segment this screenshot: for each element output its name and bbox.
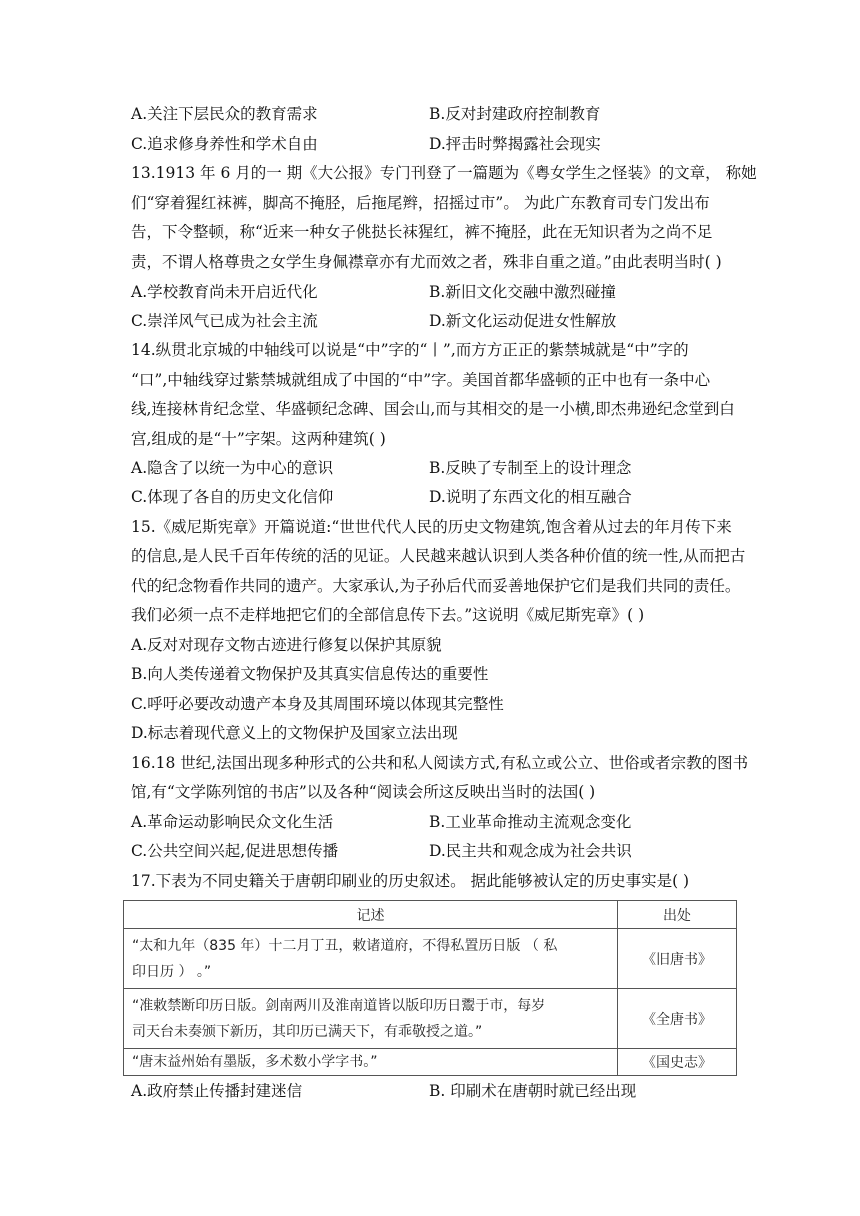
q15-stem-line: 15.《威尼斯宪章》开篇说道:“世世代代人民的历史文物建筑,饱含着从过去的年月传下来 (131, 518, 732, 536)
q16-stem-line: 16.18 世纪,法国出现多种形式的公共和私人阅读方式,有私立或公立、世俗或者宗教的图书 (131, 754, 749, 772)
q13-stem-line: 13.1913 年 6 月的一 期《大公报》专门刊登了一篇题为《粤女学生之怪装》的文章， 称她 (131, 164, 757, 182)
q13-option-c: C.崇洋风气已成为社会主流 (131, 312, 318, 330)
record-text-line: “唐末益州始有墨版，多术数小学字书。” (132, 1054, 378, 1070)
q12-option-c: C.追求修身养性和学术自由 (131, 135, 318, 153)
q12-option-d: D.抨击时弊揭露社会现实 (429, 135, 601, 153)
q15-stem-line: 我们必须一点不走样地把它们的全部信息传下去。”这说明《威尼斯宪章》( ) (131, 606, 645, 624)
record-cell (124, 989, 618, 1049)
q14-option-c: C.体现了各自的历史文化信仰 (131, 488, 334, 506)
q13-stem-line: 告，下令整顿，称“近来一种女子佻挞长袜猩红，裤不掩胫，此在无知识者为之尚不足 (131, 223, 713, 241)
q13-option-d: D.新文化运动促进女性解放 (429, 312, 617, 330)
table-row (124, 989, 737, 1049)
column-header-record: 记述 (124, 901, 618, 929)
source-cell: 《旧唐书》 (618, 929, 737, 989)
column-header-source: 出处 (618, 901, 737, 929)
q17-stem: 17.下表为不同史籍关于唐朝印刷业的历史叙述。 据此能够被认定的历史事实是( ) (131, 872, 690, 890)
q14-option-a: A.隐含了以统一为中心的意识 (131, 459, 334, 477)
q17-option-a: A.政府禁止传播封建迷信 (131, 1082, 303, 1100)
q16-option-b: B.工业革命推动主流观念变化 (429, 813, 632, 831)
q13-option-b: B.新旧文化交融中激烈碰撞 (429, 283, 616, 301)
q15-option-d: D.标志着现代意义上的文物保护及国家立法出现 (131, 724, 458, 742)
history-sources-table (123, 900, 737, 1076)
q14-option-b: B.反映了专制至上的设计理念 (429, 459, 632, 477)
q12-option-a: A.关注下层民众的教育需求 (131, 105, 318, 123)
q15-stem-line: 代的纪念物看作共同的遗产。大家承认,为子孙后代而妥善地保护它们是我们共同的责任。 (131, 577, 741, 595)
record-text-line: “太和九年（835 年）十二月丁丑，敕诸道府，不得私置历日版 （ 私 (132, 937, 558, 954)
q15-option-b: B.向人类传递着文物保护及其真实信息传达的重要性 (131, 665, 489, 683)
table-row (124, 929, 737, 989)
q13-stem-line: 责，不谓人格尊贵之女学生身佩襟章亦有尤而效之者，殊非自重之道。”由此表明当时( ) (131, 253, 722, 271)
record-cell (124, 1049, 618, 1076)
q15-option-c: C.呼吁必要改动遗产本身及其周围环境以体现其完整性 (131, 695, 504, 713)
q16-option-d: D.民主共和观念成为社会共识 (429, 842, 632, 860)
source-cell: 《全唐书》 (618, 989, 737, 1049)
q14-option-d: D.说明了东西文化的相互融合 (429, 488, 632, 506)
record-text-line: “准敕禁断印历日版。剑南两川及淮南道皆以版印历日鬻于市，每岁 (132, 997, 546, 1014)
q12-option-b: B.反对封建政府控制教育 (429, 105, 601, 123)
q16-option-c: C.公共空间兴起,促进思想传播 (131, 842, 339, 860)
q16-option-a: A.革命运动影响民众文化生活 (131, 813, 334, 831)
q14-stem-line: 14.纵贯北京城的中轴线可以说是“中”字的“丨”,而方方正正的紫禁城就是“中”字的 (131, 341, 689, 359)
q14-stem-line: “口”,中轴线穿过紫禁城就组成了中国的“中”字。美国首都华盛顿的正中也有一条中心 (131, 371, 711, 389)
table-row (124, 1049, 737, 1076)
q16-stem-line: 馆,有“文学陈列馆的书店”以及各种“阅读会所这反映出当时的法国( ) (131, 783, 596, 801)
q14-stem-line: 线,连接林肯纪念堂、华盛顿纪念碑、国会山,而与其相交的是一小横,即杰弗逊纪念堂到白 (131, 400, 735, 418)
q13-stem-line: 们“穿着猩红袜裤，脚高不掩胫，后拖尾辫，招摇过市”。 为此广东教育司专门发出布 (131, 194, 710, 212)
record-cell (124, 929, 618, 989)
record-text-line: 印日历 ） 。” (132, 963, 212, 980)
q15-stem-line: 的信息,是人民千百年传统的活的见证。人民越来越认识到人类各种价值的统一性,从而把古 (131, 547, 746, 565)
record-text-line: 司天台未奏颁下新历，其印历已满天下，有乖敬授之道。” (132, 1023, 483, 1040)
q13-option-a: A.学校教育尚未开启近代化 (131, 283, 318, 301)
table-header-row (124, 901, 737, 929)
q17-option-b: B. 印刷术在唐朝时就已经出现 (429, 1082, 637, 1100)
q14-stem-line: 宫,组成的是“十”字架。这两种建筑( ) (131, 430, 386, 448)
q15-option-a: A.反对对现存文物古迹进行修复以保护其原貌 (131, 636, 442, 654)
source-cell: 《国史志》 (618, 1049, 737, 1076)
